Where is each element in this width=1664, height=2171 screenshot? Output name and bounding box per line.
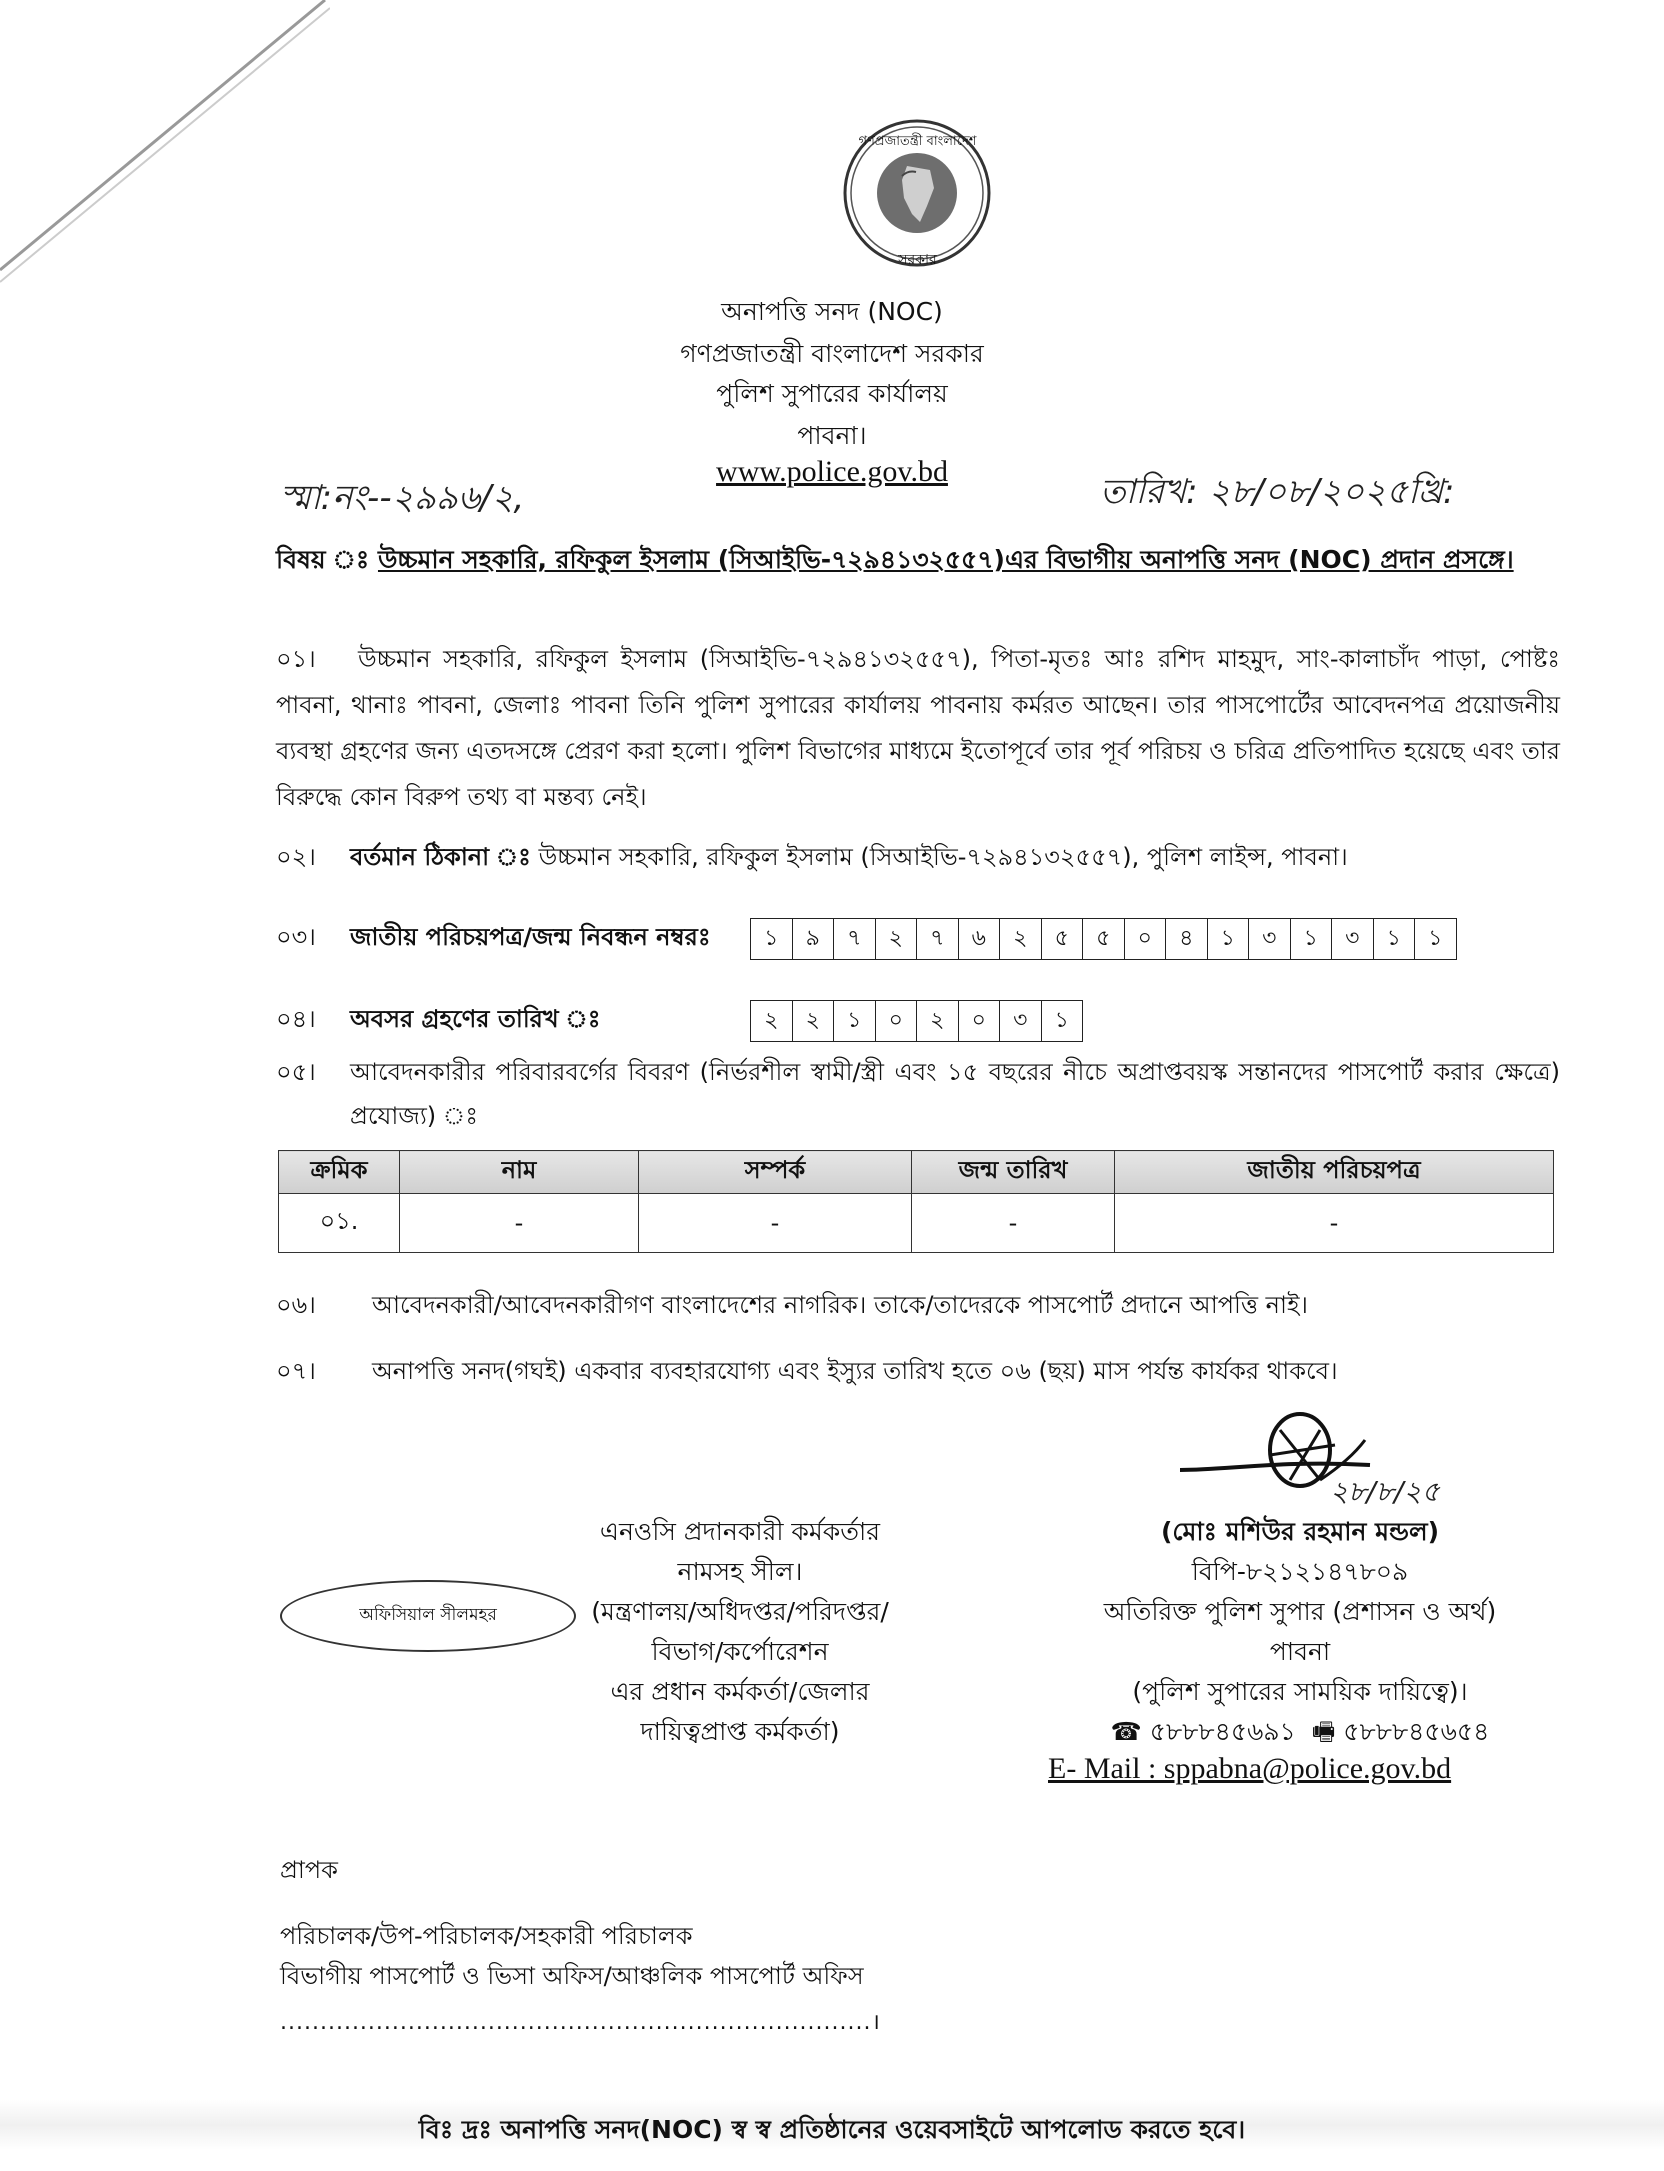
subject-label: বিষয় ঃ [276,545,370,574]
cell-birth-date: - [912,1194,1115,1253]
paragraph-01-text: উচ্চমান সহকারি, রফিকুল ইসলাম (সিআইভি-৭২৯৪১৩২৫৫৭), পিতা-মৃতঃ আঃ রশিদ মাহমুদ, সাং-কালাচাঁদ পাড়া, পোষ্টঃ পাবনা, থানাঃ পাবনা, জেলাঃ পাবনা তিনি পুলিশ সুপারের কার্যালয় পাবনায় কর্মরত আছেন। তার পাসপোর্টের আবেদনপত্র প্রয়োজনীয় ব্যবস্থা গ্রহণের জন্য এতদসঙ্গে প্রেরণ করা হলো। পুলিশ বিভাগের মাধ্যমে ইতোপূর্বে তার পূর্ব পরিচয় ও চরিত্র প্রতিপাদিত হয়েছে এবং তার বিরুদ্ধে কোন বিরুপ তথ্য বা মন্তব্য নেই। [276,645,1560,811]
retirement-digit-boxes [750,1000,1083,1042]
paragraph-05-number: ০৫। [276,1058,316,1086]
nid-digit: ৯ [793,919,835,959]
col-birth-date: জন্ম তারিখ [912,1151,1115,1194]
signatory-block [1050,1512,1550,1752]
phone-number: ৫৮৮৮৪৫৬৯১ [1149,1717,1296,1746]
noc-officer-line-6: দায়িত্বপ্রাপ্ত কর্মকর্তা) [640,1717,840,1746]
col-name: নাম [400,1151,639,1194]
email-link[interactable]: E- Mail : sppabna@police.gov.bd [1048,1752,1452,1785]
noc-officer-line-2: নামসহ সীল। [677,1557,803,1586]
retirement-digit: ১ [1054,1007,1069,1033]
nid-digit: ৩ [1332,919,1374,959]
noc-officer-line-5: এর প্রধান কর্মকর্তা/জেলার [610,1677,870,1706]
official-seal-label: অফিসিয়াল সীলমহর [359,1605,497,1625]
recipient-line-2: বিভাগীয় পাসপোর্ট ও ভিসা অফিস/আঞ্চলিক পাসপোর্ট অফিস [280,1962,864,1990]
paragraph-02-number: ০২। [276,843,316,871]
header-noc-title: অনাপত্তি সনদ (NOC) [721,297,943,326]
footer-note: বিঃ দ্রঃ অনাপত্তি সনদ(NOC) স্ব স্ব প্রতিষ্ঠানের ওয়েবসাইটে আপলোড করতে হবে। [418,2115,1246,2144]
telephone-icon: ☎ [1110,1717,1142,1746]
table-row [279,1194,1554,1253]
noc-officer-block [540,1512,940,1752]
website-link[interactable]: www.police.gov.bd [716,455,948,488]
header-government: গণপ্রজাতন্ত্রী বাংলাদেশ সরকার [680,339,984,368]
address-label: বর্তমান ঠিকানা ঃ [350,843,531,871]
paragraph-05-text: আবেদনকারীর পরিবারবর্গের বিবরণ (নির্ভরশীল স্বামী/স্ত্রী এবং ১৫ বছরের নীচে অপ্রাপ্তবয়স্ক সন্তানদের পাসপোর্ট করার ক্ষেত্রে) প্রযোজ্য) ঃ [350,1058,1560,1130]
official-seal-oval [280,1580,576,1652]
paragraph-03 [276,914,711,960]
scan-fold-line [0,0,330,300]
retirement-digit: ২ [917,1001,959,1041]
memo-date: তারিখ: ২৮/০৮/২০২৫খ্রি: [1100,472,1455,512]
nid-digit: ৬ [959,919,1001,959]
fax-number: ৫৮৮৮৪৫৬৫৪ [1343,1717,1490,1746]
nid-label: জাতীয় পরিচয়পত্র/জন্ম নিবন্ধন নম্বরঃ [350,923,711,951]
paragraph-06 [276,1282,1566,1328]
paragraph-01 [276,636,1560,820]
nid-digit: ৭ [917,919,959,959]
col-relation: সম্পর্ক [639,1151,912,1194]
recipient-line-1: পরিচালক/উপ-পরিচালক/সহকারী পরিচালক [280,1922,693,1950]
memo-reference: স্মা:নং--২৯৯৬/২, [280,478,525,518]
family-details-table [278,1150,1554,1253]
paragraph-07 [276,1348,1566,1394]
seal-bottom-text: সরকার [898,252,937,268]
nid-digit: ৭ [834,919,876,959]
cell-national-id: - [1115,1194,1554,1253]
cell-name: - [400,1194,639,1253]
retirement-digit: ১ [834,1001,876,1041]
noc-officer-line-4: বিভাগ/কর্পোরেশন [651,1637,829,1666]
paragraph-07-number: ০৭। [276,1357,316,1385]
recipient-label: প্রাপক [280,1856,338,1884]
signatory-charge: (পুলিশ সুপারের সাময়িক দায়িত্বে)। [1132,1677,1468,1706]
signatory-contacts [1050,1712,1550,1752]
nid-digit: ৫ [1083,919,1125,959]
nid-digit: ১ [1291,919,1333,959]
paragraph-02 [276,834,1566,880]
cell-serial: ০১. [279,1194,400,1253]
retirement-label: অবসর গ্রহণের তারিখ ঃ [350,1005,601,1033]
recipient-line-3: ..........................................................................। [280,2010,881,2035]
nid-digit: ০ [1125,919,1167,959]
retirement-digit: ০ [959,1001,1001,1041]
paragraph-01-number: ০১। [276,645,316,673]
signatory-name: (মোঃ মশিউর রহমান মন্ডল) [1160,1517,1440,1546]
col-national-id: জাতীয় পরিচয়পত্র [1115,1151,1554,1194]
paragraph-03-number: ০৩। [276,923,316,951]
nid-digit: ১ [1428,925,1443,951]
fax-icon: 🖷 [1311,1717,1336,1746]
nid-digit: ২ [1000,919,1042,959]
nid-digit: ৫ [1042,919,1084,959]
paragraph-07-text: অনাপত্তি সনদ(গঘই) একবার ব্যবহারযোগ্য এবং ইস্যুর তারিখ হতে ০৬ (ছয়) মাস পর্যন্ত কার্যকর থাকবে। [372,1357,1338,1385]
signatory-bp: বিপি-৮২১২১৪৭৮০৯ [1191,1557,1409,1586]
nid-digit: ৪ [1166,919,1208,959]
nid-digit: ২ [876,919,918,959]
signatory-place: পাবনা [1269,1637,1331,1666]
seal-top-text: গণপ্রজাতন্ত্রী বাংলাদেশ [858,134,977,149]
address-text: উচ্চমান সহকারি, রফিকুল ইসলাম (সিআইভি-৭২৯৪১৩২৫৫৭), পুলিশ লাইন্স, পাবনা। [538,843,1348,871]
subject-text: উচ্চমান সহকারি, রফিকুল ইসলাম (সিআইভি-৭২৯৪১৩২৫৫৭)এর বিভাগীয় অনাপত্তি সনদ (NOC) প্রদান প্রসঙ্গে। [377,545,1514,574]
noc-officer-line-3: (মন্ত্রণালয়/অধিদপ্তর/পরিদপ্তর/ [591,1597,889,1626]
paragraph-06-text: আবেদনকারী/আবেদনকারীগণ বাংলাদেশের নাগরিক। তাকে/তাদেরকে পাসপোর্ট প্রদানে আপত্তি নাই। [372,1291,1309,1319]
nid-digit: ১ [751,919,793,959]
paragraph-05 [276,1050,1560,1138]
signatory-designation: অতিরিক্ত পুলিশ সুপার (প্রশাসন ও অর্থ) [1103,1597,1497,1626]
cell-relation: - [639,1194,912,1253]
retirement-digit: ০ [876,1001,918,1041]
col-serial: ক্রমিক [279,1151,400,1194]
paragraph-04-number: ০৪। [276,1005,316,1033]
nid-digit: ১ [1208,919,1250,959]
nid-digit-boxes [750,918,1457,960]
retirement-digit: ৩ [1000,1001,1042,1041]
signature-date: ২৮/৮/২৫ [1330,1475,1440,1508]
header-district: পাবনা। [797,421,867,450]
table-header-row [279,1151,1554,1194]
retirement-digit: ২ [751,1001,793,1041]
retirement-digit: ২ [793,1001,835,1041]
paragraph-04 [276,996,601,1042]
nid-digit: ৩ [1249,919,1291,959]
subject-line [276,540,1576,583]
header-office: পুলিশ সুপারের কার্যালয় [716,379,948,408]
nid-digit: ১ [1374,919,1416,959]
noc-officer-line-1: এনওসি প্রদানকারী কর্মকর্তার [599,1517,881,1546]
paragraph-06-number: ০৬। [276,1291,316,1319]
